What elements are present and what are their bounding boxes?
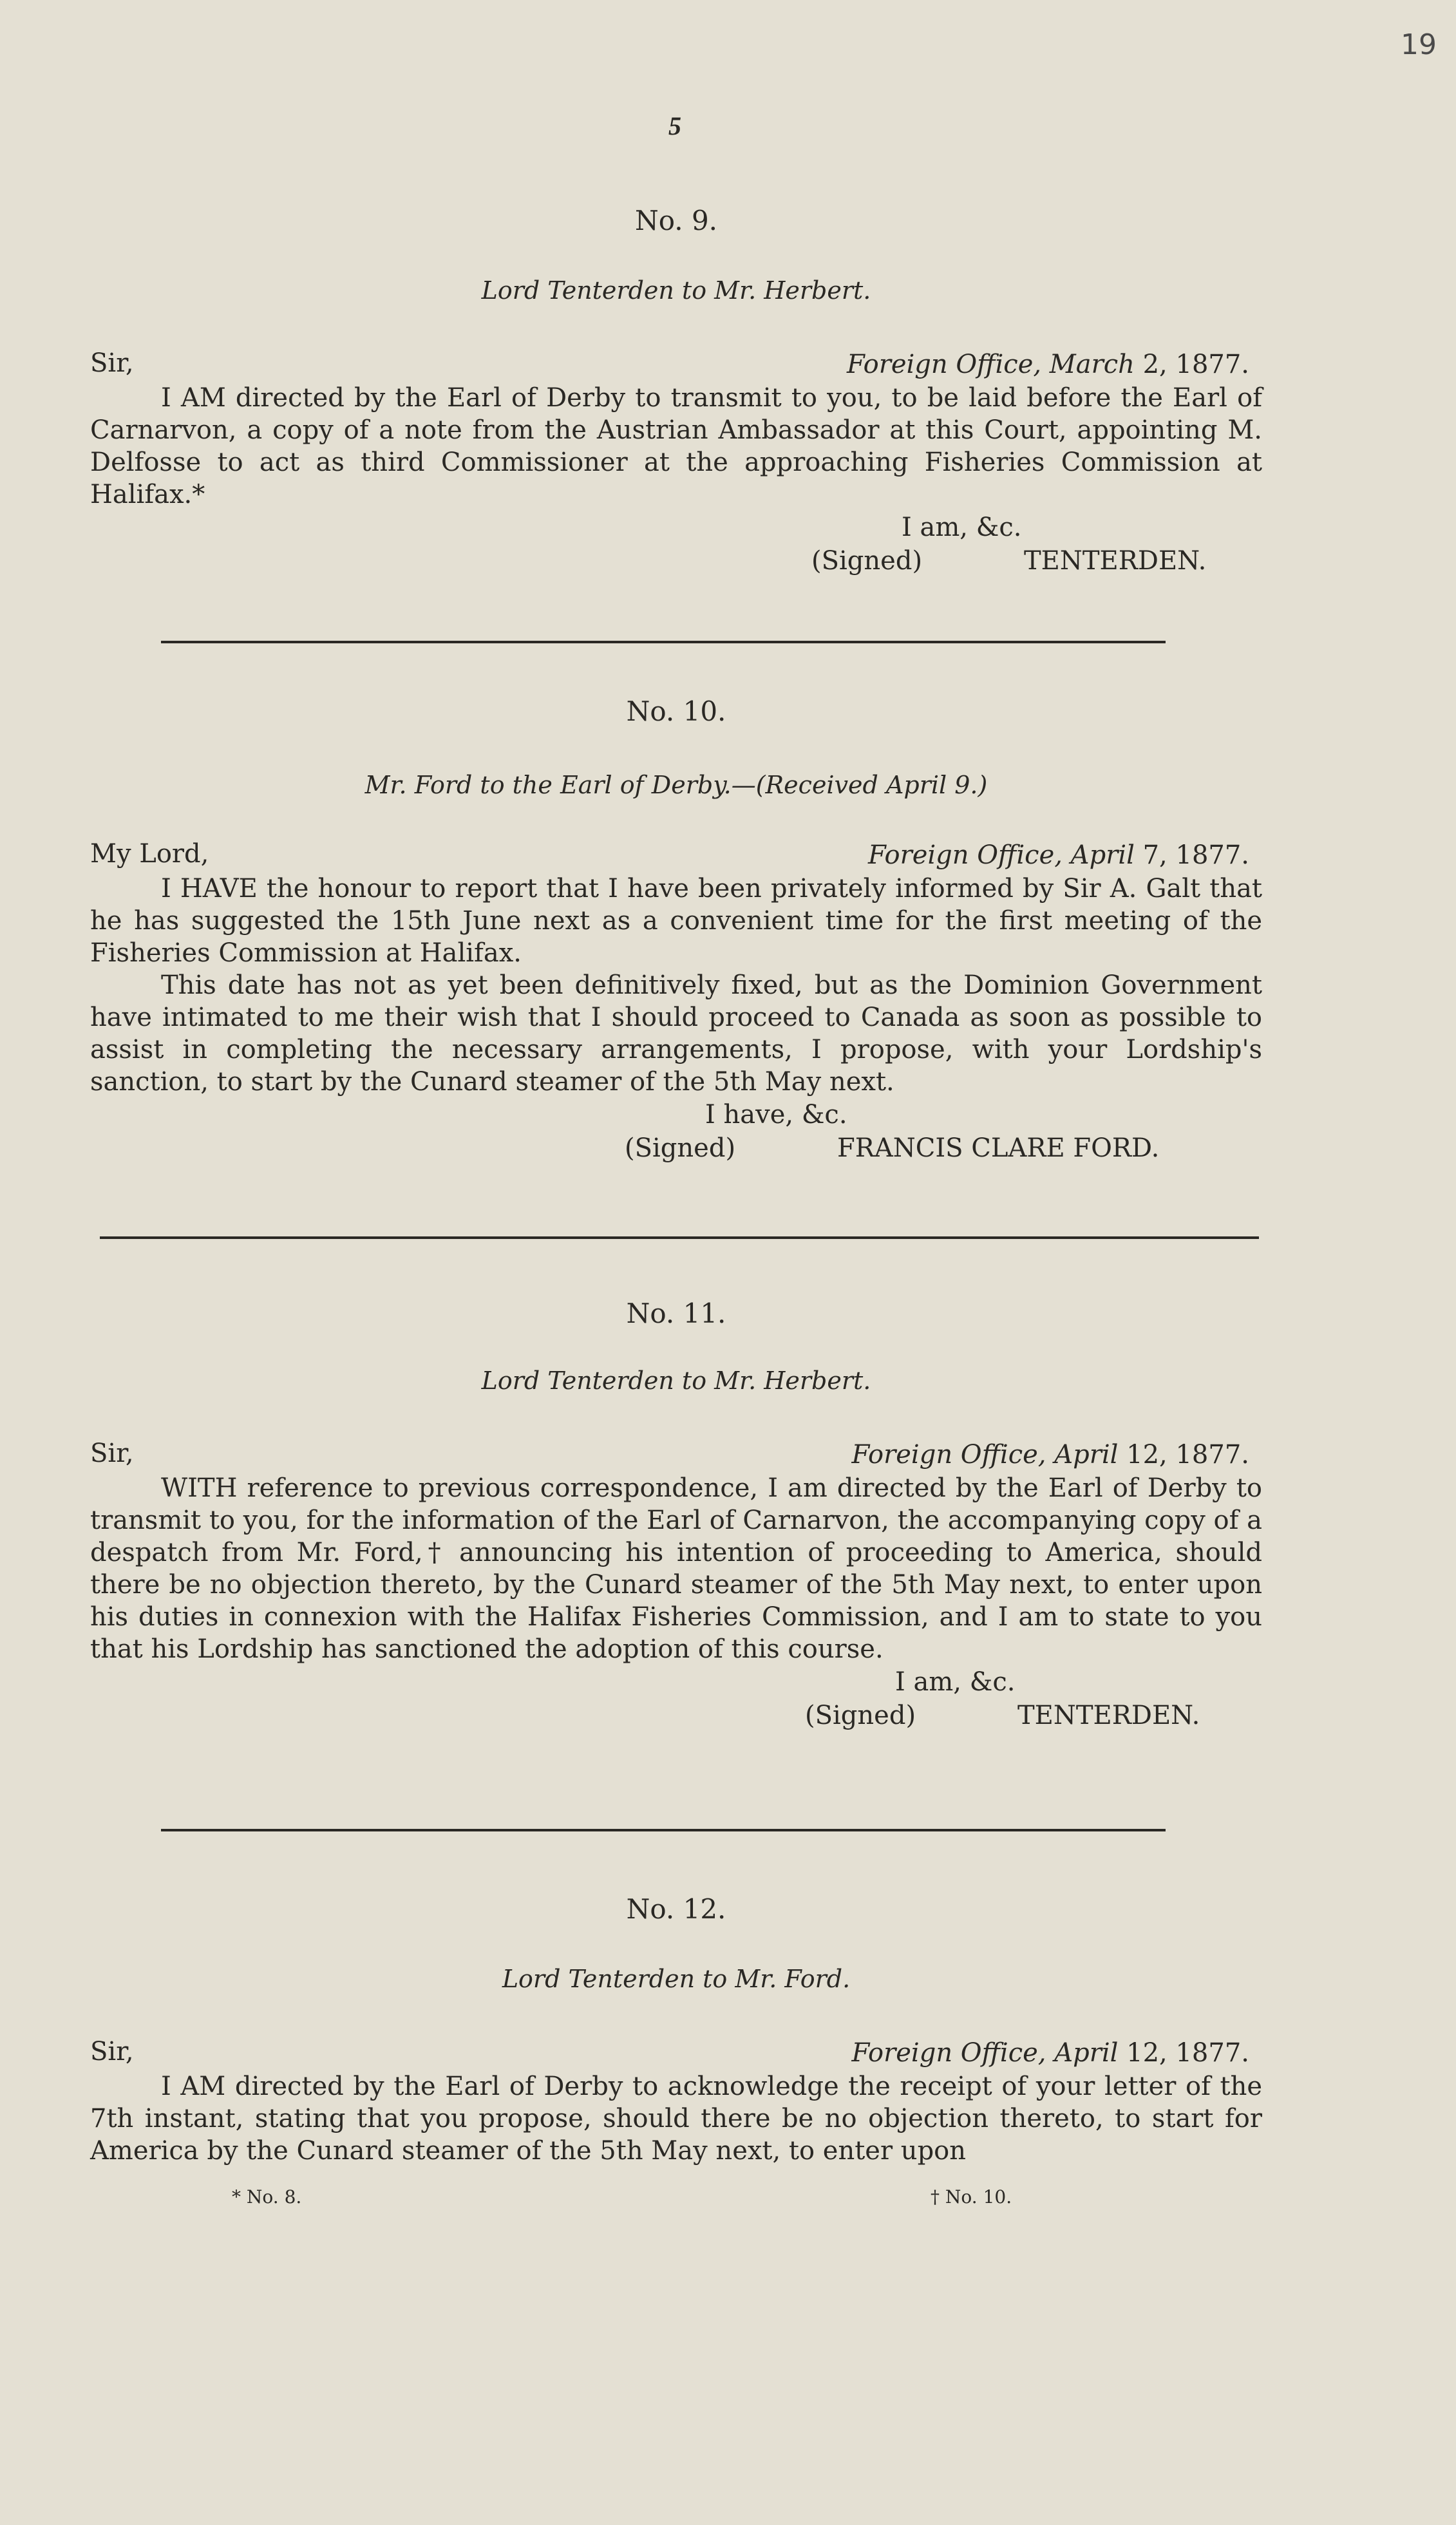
- letter-paragraph: I HAVE the honour to report that I have been privately informed by Sir A. Galt that he has suggested the 15th June next as a convenient time for the first meeting of the Fisheries Commission at Halifax.: [90, 874, 1262, 968]
- entry-no-10: [90, 695, 1262, 1165]
- closing-block: [90, 511, 1262, 578]
- footnote: † No. 10.: [931, 2186, 1012, 2208]
- entry-no-11: [90, 1298, 1262, 1732]
- entry-number: No. 9.: [634, 205, 718, 236]
- section-divider: [161, 641, 1166, 643]
- archive-page-number: 19: [1401, 28, 1437, 61]
- salutation: My Lord,: [90, 839, 209, 869]
- letter-paragraph: WITH reference to previous correspondence, I am directed by the Earl of Derby to transmit to you, for the information of the Earl of Carnarvon, the accompanying copy of a despatch from Mr. Ford,† announcing his intention of proceeding to America, should there be no objection thereto, by the Cunard steamer of the 5th May next, to enter upon his duties in connexion with the Halifax Fisheries Commission, and I am to state to you that his Lordship has sanctioned the adoption of this course.: [90, 1473, 1262, 1664]
- entry-heading: Lord Tenterden to Mr. Herbert.: [481, 1367, 871, 1395]
- entry-heading: Mr. Ford to the Earl of Derby.—(Received April 9.): [364, 771, 988, 799]
- footnote: * No. 8.: [232, 2186, 302, 2208]
- entry-number: No. 12.: [626, 1893, 726, 1925]
- entry-no-9: [90, 205, 1262, 578]
- salutation: Sir,: [90, 348, 134, 378]
- closing: I have, &c.: [705, 1100, 847, 1130]
- signatory: FRANCIS CLARE FORD.: [837, 1133, 1160, 1163]
- closing-block: [90, 1665, 1262, 1732]
- letter-paragraph: I AM directed by the Earl of Derby to transmit to you, to be laid before the Earl of Carnarvon, a copy of a note from the Austrian Ambassador at this Court, appointing M. Delfosse to act as third Commissioner at the approaching Fisheries Commission at Halifax.*: [90, 383, 1262, 509]
- dateline: Foreign Office, April 7, 1877.: [867, 840, 1249, 870]
- page-number: 5: [668, 111, 681, 140]
- closing-block: [90, 1098, 1262, 1165]
- signed-label: (Signed): [625, 1133, 736, 1163]
- section-divider: [161, 1829, 1166, 1831]
- dateline: Foreign Office, March 2, 1877.: [847, 350, 1249, 379]
- signatory: TENTERDEN.: [1017, 1701, 1200, 1730]
- footnotes: [232, 2186, 1133, 2212]
- closing: I am, &c.: [902, 513, 1022, 542]
- signed-label: (Signed): [811, 546, 923, 576]
- signatory: TENTERDEN.: [1024, 546, 1207, 576]
- salutation: Sir,: [90, 2037, 134, 2066]
- letter-paragraph: I AM directed by the Earl of Derby to acknowledge the receipt of your letter of the 7th instant, stating that you propose, should there be no objection thereto, to start for America by the Cunard steamer of the 5th May next, to enter upon: [90, 2072, 1262, 2166]
- entry-heading: Lord Tenterden to Mr. Ford.: [502, 1965, 851, 1993]
- closing: I am, &c.: [895, 1667, 1016, 1697]
- dateline: Foreign Office, April 12, 1877.: [851, 1440, 1249, 1470]
- dateline: Foreign Office, April 12, 1877.: [851, 2038, 1249, 2068]
- entry-number: No. 11.: [626, 1298, 726, 1329]
- salutation: Sir,: [90, 1439, 134, 1468]
- section-divider: [100, 1236, 1259, 1239]
- signed-label: (Signed): [805, 1701, 916, 1730]
- entry-number: No. 10.: [626, 695, 726, 727]
- entry-no-12: [90, 1893, 1262, 2167]
- entry-heading: Lord Tenterden to Mr. Herbert.: [481, 276, 871, 305]
- letter-paragraph: This date has not as yet been definitively fixed, but as the Dominion Government have intimated to me their wish that I should proceed to Canada as soon as possible to assist in completing the necessary arrangements, I propose, with your Lordship's sanction, to start by the Cunard steamer of the 5th May next.: [90, 970, 1262, 1097]
